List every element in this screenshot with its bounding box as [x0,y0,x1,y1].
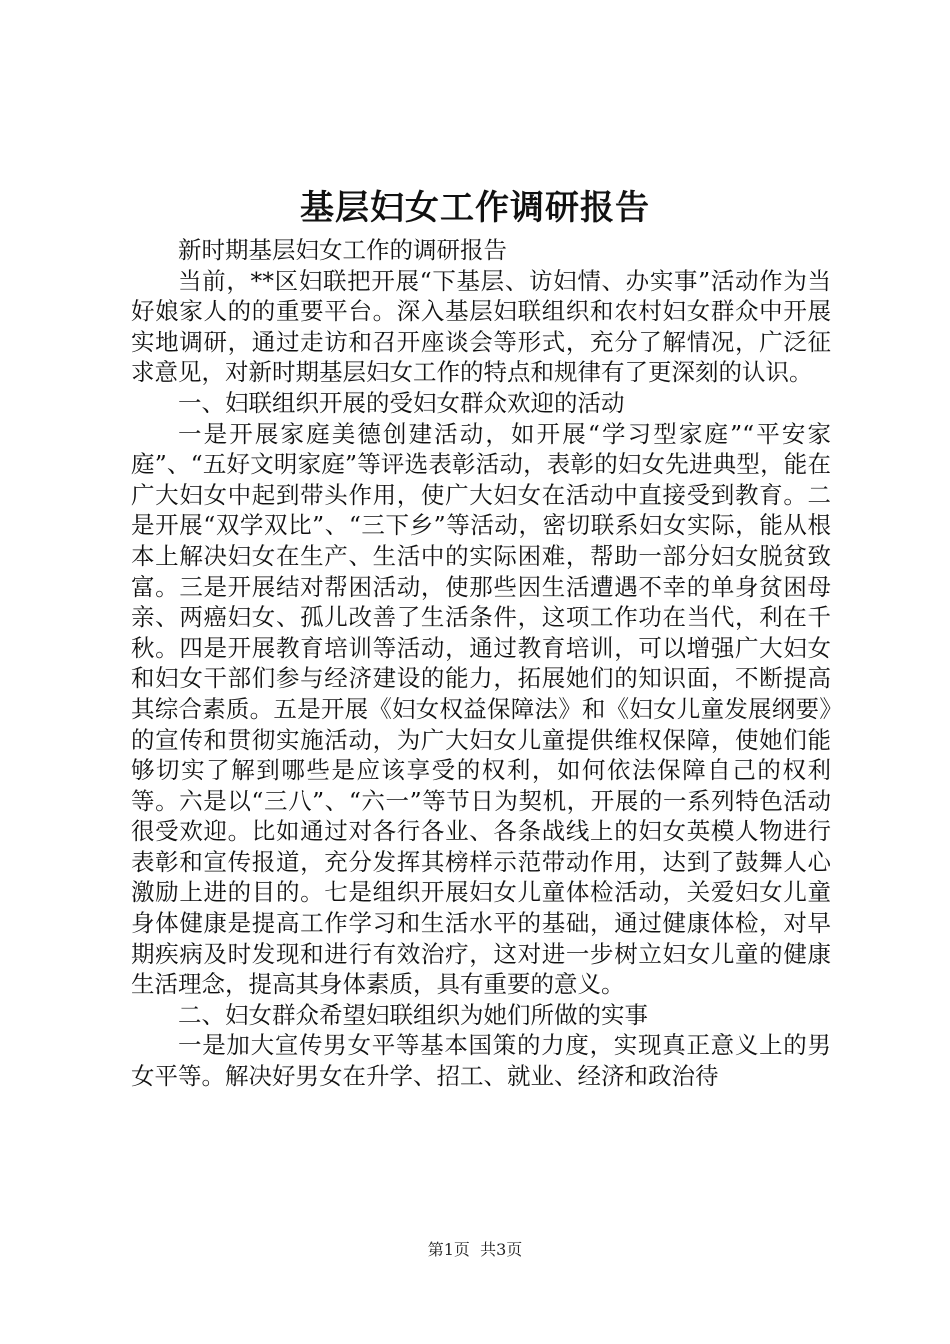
section-2-paragraph: 一是加大宣传男女平等基本国策的力度，实现真正意义上的男女平等。解决好男女在升学、招工、就业、经济和政治待 [131,1031,831,1091]
section-1-paragraph: 一是开展家庭美德创建活动，如开展“学习型家庭”“平安家庭”、“五好文明家庭”等评选表彰活动，表彰的妇女先进典型，能在广大妇女中起到带头作用，使广大妇女在活动中直接受到教育。二是开展“双学双比”、“三下乡”等活动，密切联系妇女实际，能从根本上解决妇女在生产、生活中的实际困难，帮助一部分妇女脱贫致富。三是开展结对帮困活动，使那些因生活遭遇不幸的单身贫困母亲、两癌妇女、孤儿改善了生活条件，这项工作功在当代，利在千秋。四是开展教育培训等活动，通过教育培训，可以增强广大妇女和妇女干部们参与经济建设的能力，拓展她们的知识面，不断提高其综合素质。五是开展《妇女权益保障法》和《妇女儿童发展纲要》的宣传和贯彻实施活动，为广大妇女儿童提供维权保障，使她们能够切实了解到哪些是应该享受的权利，如何依法保障自己的权利等。六是以“三八”、“六一”等节日为契机，开展的一系列特色活动很受欢迎。比如通过对各行各业、各条战线上的妇女英模人物进行表彰和宣传报道，充分发挥其榜样示范带动作用，达到了鼓舞人心激励上进的目的。七是组织开展妇女儿童体检活动，关爱妇女儿童身体健康是提高工作学习和生活水平的基础，通过健康体检，对早期疾病及时发现和进行有效治疗，这对进一步树立妇女儿童的健康生活理念，提高其身体素质，具有重要的意义。 [131,419,831,999]
page-footer [0,1238,950,1262]
section-heading-1: 一、妇联组织开展的受妇女群众欢迎的活动 [178,388,625,417]
document-body [131,235,831,1092]
page-total: 共3页 [480,1240,523,1259]
document-title: 基层妇女工作调研报告 [300,188,650,228]
section-heading-2: 二、妇女群众希望妇联组织为她们所做的实事 [178,1000,648,1029]
page-number: 第1页 [427,1240,470,1259]
intro-paragraph: 当前，**区妇联把开展“下基层、访妇情、办实事”活动作为当好娘家人的的重要平台。深入基层妇联组织和农村妇女群众中开展实地调研，通过走访和召开座谈会等形式，充分了解情况，广泛征求意见，对新时期基层妇女工作的特点和规律有了更深刻的认识。 [131,266,831,387]
subtitle-paragraph: 新时期基层妇女工作的调研报告 [178,236,507,264]
